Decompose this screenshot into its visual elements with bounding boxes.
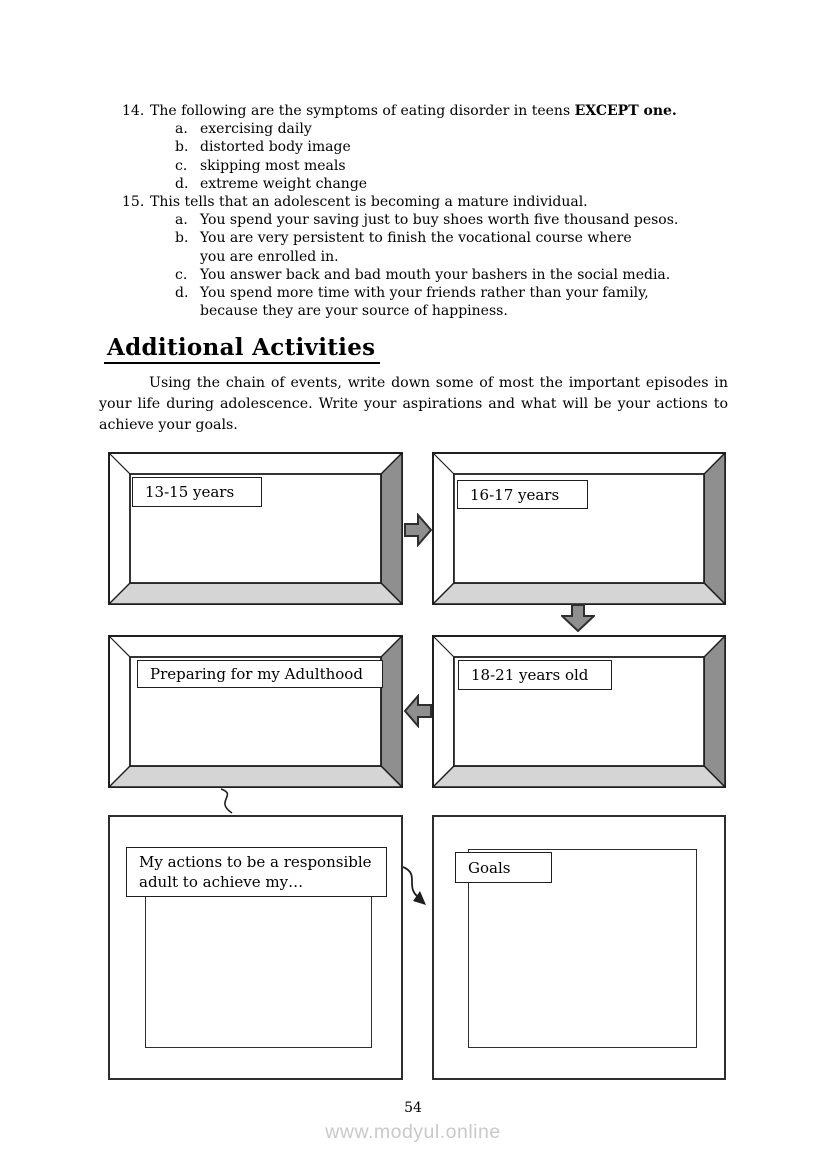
option-letter: b. bbox=[175, 139, 189, 156]
q14-option-a bbox=[0, 120, 826, 138]
option-letter: c. bbox=[175, 266, 188, 283]
q14-option-c bbox=[0, 157, 826, 175]
label-box-18-21-years bbox=[458, 660, 612, 690]
option-text: skipping most meals bbox=[200, 157, 346, 174]
question-14 bbox=[0, 102, 826, 120]
option-text: You spend your saving just to buy shoes worth five thousand pesos. bbox=[200, 212, 679, 229]
frame-graphic bbox=[432, 452, 726, 605]
option-letter: b. bbox=[175, 230, 189, 247]
down-block-arrow bbox=[561, 604, 595, 632]
q15-option-b bbox=[0, 229, 826, 247]
label-box-goals bbox=[455, 852, 552, 883]
label-text: 13-15 years bbox=[145, 483, 235, 501]
frame-box-16-17-years bbox=[432, 452, 726, 605]
q15-option-d-continuation: because they are your source of happiness. bbox=[200, 303, 508, 320]
page-number: 54 bbox=[404, 1100, 422, 1116]
frame-box-18-21-years bbox=[432, 635, 726, 788]
q14-option-d bbox=[0, 175, 826, 193]
question-bold-text: EXCEPT one. bbox=[574, 103, 677, 119]
box-my-actions bbox=[108, 815, 403, 1080]
watermark: www.modyul.online bbox=[325, 1121, 501, 1143]
question-text: The following are the symptoms of eating disorder in teens EXCEPT one. bbox=[150, 103, 677, 119]
label-text: Goals bbox=[468, 858, 511, 877]
frame-box-13-15-years bbox=[108, 452, 403, 605]
right-block-arrow bbox=[404, 513, 432, 547]
q15-option-b-continuation: you are enrolled in. bbox=[200, 248, 339, 265]
left-block-arrow bbox=[402, 694, 432, 728]
q15-option-a bbox=[0, 211, 826, 229]
q14-option-b bbox=[0, 138, 826, 156]
option-letter: a. bbox=[175, 212, 188, 229]
quiz-section bbox=[0, 102, 826, 320]
curved-connector bbox=[198, 784, 258, 818]
label-text-line2: adult to achieve my… bbox=[139, 872, 304, 891]
frame-box-preparing-adulthood bbox=[108, 635, 403, 788]
label-text: 16-17 years bbox=[470, 485, 560, 504]
option-letter: a. bbox=[175, 121, 188, 138]
instructions-paragraph: Using the chain of events, write down some of most the important episodes in your life during adolescence. Write your aspirations and what will be your actions to achieve your goals. bbox=[99, 375, 728, 434]
question-number: 15. bbox=[122, 194, 145, 211]
section-heading: Additional Activities bbox=[104, 334, 380, 364]
question-text: This tells that an adolescent is becoming a mature individual. bbox=[150, 194, 588, 211]
label-box-preparing-adulthood bbox=[137, 660, 383, 688]
label-box-my-actions bbox=[126, 847, 387, 897]
option-text: You are very persistent to finish the vocational course where bbox=[200, 230, 632, 247]
q15-option-d bbox=[0, 284, 826, 302]
option-letter: c. bbox=[175, 157, 188, 174]
question-15 bbox=[0, 193, 826, 211]
frame-graphic bbox=[108, 635, 403, 788]
option-text: exercising daily bbox=[200, 121, 312, 138]
label-box-13-15-years bbox=[132, 477, 262, 507]
frame-graphic bbox=[108, 452, 403, 605]
q15-option-c bbox=[0, 266, 826, 284]
option-text: You answer back and bad mouth your bashers in the social media. bbox=[200, 266, 671, 283]
option-letter: d. bbox=[175, 285, 189, 302]
option-text: You spend more time with your friends rather than your family, bbox=[200, 285, 649, 302]
box-goals bbox=[432, 815, 726, 1080]
frame-graphic bbox=[432, 635, 726, 788]
option-text: extreme weight change bbox=[200, 175, 368, 192]
my-actions-writing-area bbox=[145, 880, 372, 1048]
label-text-line1: My actions to be a responsible bbox=[139, 853, 372, 871]
label-text: Preparing for my Adulthood bbox=[150, 665, 363, 683]
option-text: distorted body image bbox=[200, 139, 351, 156]
option-letter: d. bbox=[175, 175, 189, 192]
label-box-16-17-years bbox=[457, 480, 588, 509]
label-text: 18-21 years old bbox=[471, 666, 589, 684]
question-number: 14. bbox=[122, 103, 145, 119]
